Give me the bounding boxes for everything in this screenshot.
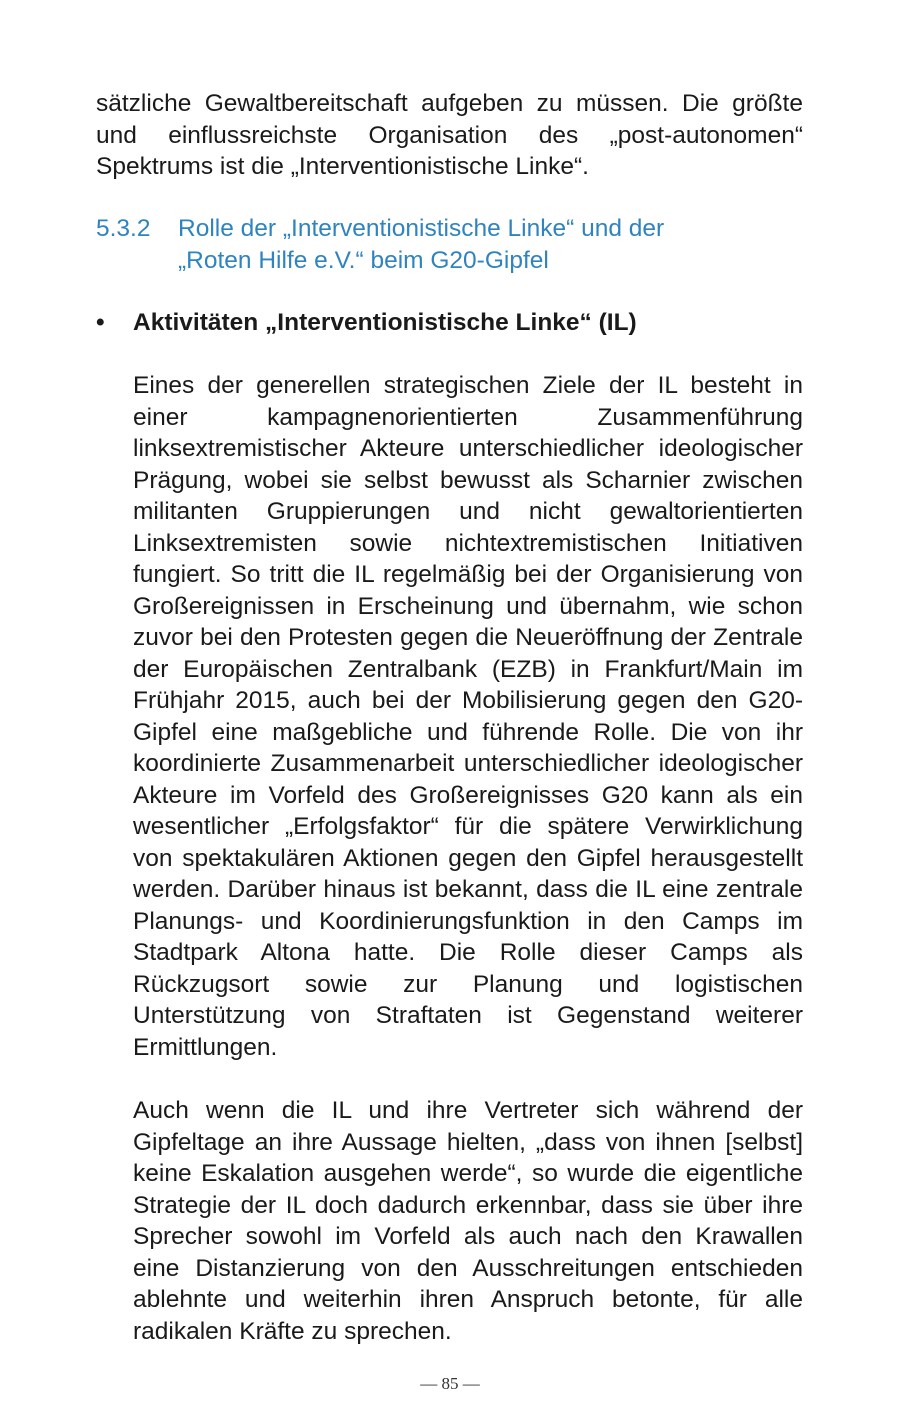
- section-number: 5.3.2: [96, 214, 151, 242]
- bullet-body: [133, 370, 803, 1347]
- bullet-heading: [96, 307, 803, 339]
- intro-paragraph: sätzliche Gewaltbereitschaft aufgeben zu müssen. Die größte und einflussreichste Organisation des „post-autonomen“ Spektrums ist die „Interventionistische Linke“.: [96, 90, 803, 180]
- section-title: [178, 213, 803, 277]
- page-number: — 85 —: [420, 1374, 480, 1393]
- bullet-heading-text: Aktivitäten „Interventionistische Linke“ (IL): [133, 308, 637, 336]
- section-heading: [96, 213, 803, 277]
- page-content: [96, 88, 803, 1347]
- section-title-line2: „Roten Hilfe e.V.“ beim G20-Gipfel: [178, 246, 549, 274]
- body-paragraph-2: Auch wenn die IL und ihre Vertreter sich während der Gipfeltage an ihre Aussage hielten, „dass von ihnen [selbst] keine Eskalation ausgehen werde“, so wurde die eigentliche Strategie der IL doch dadurch erkennbar, dass sie über ihre Sprecher sowohl im Vorfeld als auch nach den Krawallen eine Distanzierung von den Ausschreitungen entschieden ablehnte und weiterhin ihren Anspruch betonte, für alle radikalen Kräfte zu sprechen.: [133, 1097, 803, 1345]
- section-title-line1: Rolle der „Interventionistische Linke“ und der: [178, 214, 665, 242]
- bullet-icon: •: [96, 308, 105, 336]
- body-paragraph-1: Eines der generellen strategischen Ziele der IL besteht in einer kampagnenorientierten Zusammenführung linksextremistischer Akteure unterschiedlicher ideologischer Prägung, wobei sie selbst bewusst als Scharnier zwischen militanten Gruppierungen und nicht gewaltorientierten Linksextremisten sowie nichtextremistischen Initiativen fungiert. So tritt die IL regelmäßig bei der Organisierung von Großereignissen in Erscheinung und übernahm, wie schon zuvor bei den Protesten gegen die Neueröffnung der Zentrale der Europäischen Zentralbank (EZB) in Frankfurt/Main im Frühjahr 2015, auch bei der Mobilisierung gegen den G20-Gipfel eine maßgebliche und führende Rolle. Die von ihr koordinierte Zusammenarbeit unterschiedlicher ideologischer Akteure im Vorfeld des Großereignisses G20 kann als ein wesentlicher „Erfolgsfaktor“ für die spätere Verwirklichung von spektakulären Aktionen gegen den Gipfel herausgestellt werden. Darüber hinaus ist bekannt, dass die IL eine zentrale Planungs- und Koordinierungsfunktion in den Camps im Stadtpark Altona hatte. Die Rolle dieser Camps als Rückzugsort sowie zur Planung und logistischen Unterstützung von Straftaten ist Gegenstand weiterer Ermittlungen.: [133, 372, 803, 1061]
